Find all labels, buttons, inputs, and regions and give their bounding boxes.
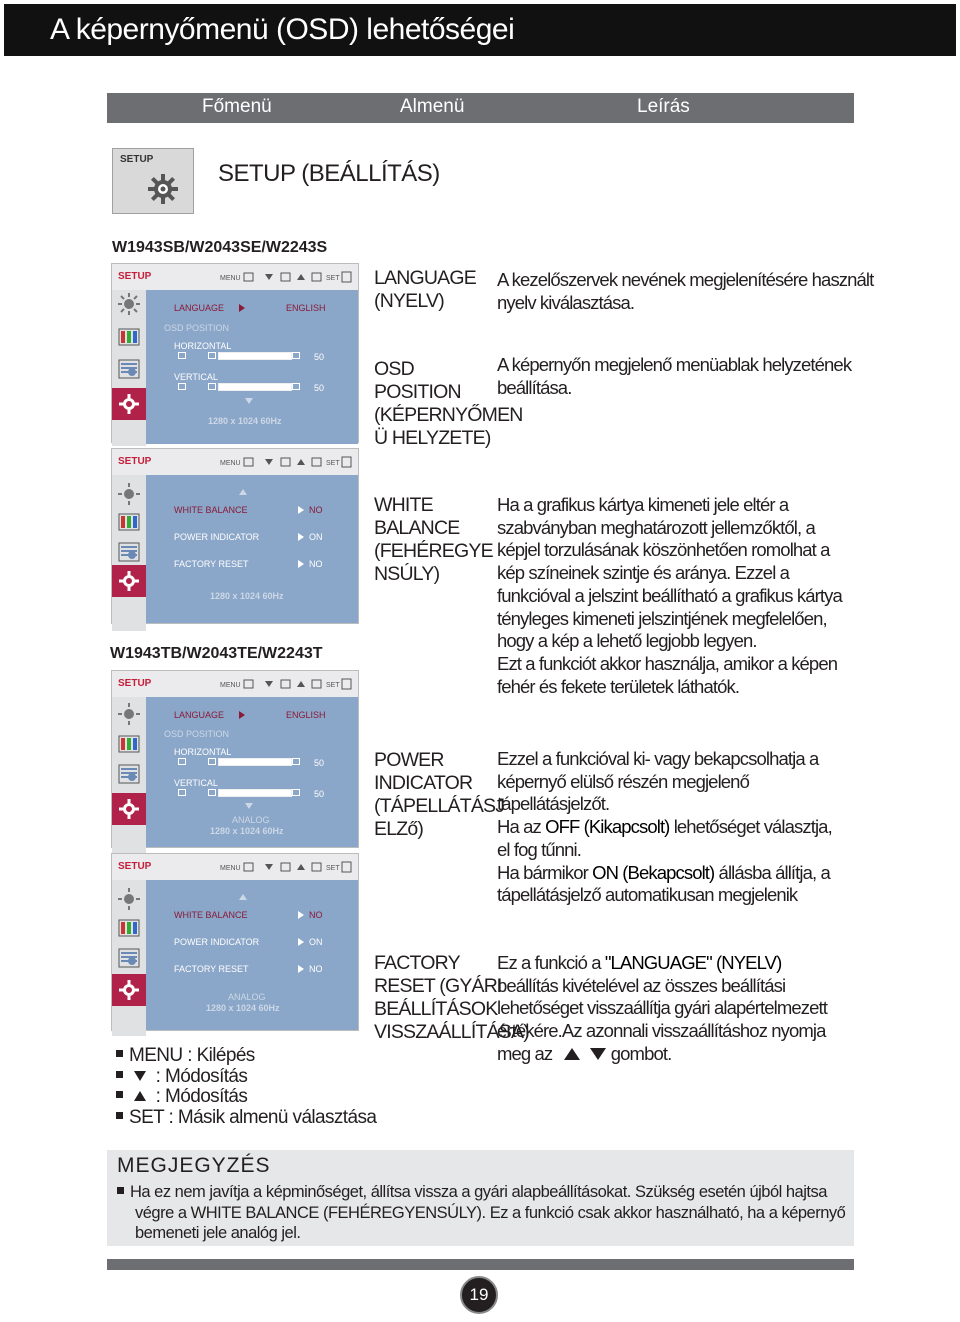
submenu-factory-reset-line: RESET (GYÁRI bbox=[374, 975, 502, 997]
osd-power-indicator-label: POWER INDICATOR bbox=[174, 532, 260, 542]
desc-osd-position bbox=[497, 354, 851, 399]
desc-line: képernyő elülső részén megjelenő bbox=[497, 770, 749, 792]
legend-down bbox=[116, 1067, 376, 1088]
legend-key: MENU bbox=[129, 1045, 183, 1066]
osd-horizontal-value: 50 bbox=[314, 758, 325, 768]
desc-line: szabványban meghatározott jellemzőktől, a bbox=[497, 516, 815, 538]
legend-key: SET bbox=[129, 1106, 164, 1128]
desc-keyword-language: "LANGUAGE" (NYELV) bbox=[604, 952, 782, 973]
color-bars-icon bbox=[118, 326, 140, 348]
title-bar bbox=[4, 4, 956, 56]
submenu-power-indicator-line: POWER bbox=[374, 749, 444, 771]
page-number: 19 bbox=[460, 1276, 498, 1314]
header-main-menu: Főmenü bbox=[202, 96, 272, 117]
submenu-osd-position-line: (KÉPERNYŐMEN bbox=[374, 404, 523, 426]
svg-text:MENU: MENU bbox=[220, 682, 241, 689]
osd-panel bbox=[146, 475, 358, 623]
osd-panel bbox=[146, 880, 358, 1030]
desc-line bbox=[497, 952, 827, 975]
osd-language-value: ENGLISH bbox=[286, 710, 326, 720]
desc-line: el fog tűnni. bbox=[497, 838, 581, 860]
color-bars-icon bbox=[118, 733, 140, 755]
osd-language-label: LANGUAGE bbox=[174, 303, 225, 313]
osd-title-bar bbox=[112, 264, 358, 291]
osd-panel bbox=[146, 290, 358, 444]
submenu-osd-position-line: OSD bbox=[374, 358, 414, 380]
down-arrow-icon bbox=[133, 1070, 147, 1082]
desc-line: értékére.Az azonnali visszaállításhoz nyomja bbox=[497, 1020, 826, 1042]
osd-vertical-value: 50 bbox=[314, 789, 325, 799]
osd-vertical-value: 50 bbox=[314, 383, 325, 393]
osd-title: SETUP bbox=[118, 678, 152, 689]
submenu-white-balance-line: NSÚLY) bbox=[374, 563, 440, 585]
key-legend bbox=[116, 1046, 376, 1128]
submenu-white-balance bbox=[374, 494, 493, 586]
column-header bbox=[107, 93, 854, 123]
note-box bbox=[107, 1150, 854, 1246]
svg-text:SET: SET bbox=[326, 682, 340, 689]
legend-up bbox=[116, 1087, 376, 1108]
submenu-power-indicator bbox=[374, 749, 504, 841]
desc-line bbox=[497, 1043, 827, 1066]
osd-signal-type: ANALOG bbox=[232, 815, 270, 825]
osd-screen-factory-analog bbox=[111, 853, 359, 1031]
desc-white-balance bbox=[497, 494, 842, 698]
gear-icon bbox=[118, 570, 140, 592]
setup-menu-icon-box bbox=[112, 148, 194, 214]
osd-horizontal-label: HORIZONTAL bbox=[174, 341, 232, 351]
osd-title-bar bbox=[112, 449, 358, 476]
osd-language-value: ENGLISH bbox=[286, 303, 326, 313]
desc-line: fehér és fekete területek láthatók. bbox=[497, 675, 740, 697]
color-bars-icon bbox=[118, 511, 140, 533]
footer-bar bbox=[107, 1259, 854, 1270]
desc-line: Ha a grafikus kártya kimeneti jele eltér a bbox=[497, 494, 789, 515]
desc-line: beállítás kivételével az összes beállítási bbox=[497, 974, 786, 996]
legend-text: : Másik almenü választása bbox=[163, 1106, 377, 1128]
note-line: végre a WHITE BALANCE (FEHÉREGYENSÚLY). Ez a funkció csak akkor használható, ha a képernyő bbox=[135, 1203, 846, 1222]
brightness-icon bbox=[118, 293, 140, 315]
osd-screen-position bbox=[111, 263, 359, 443]
osd-resolution: 1280 x 1024 60Hz bbox=[210, 826, 284, 836]
note-heading: MEGJEGYZÉS bbox=[117, 1154, 271, 1177]
osd-language-label: LANGUAGE bbox=[174, 710, 225, 720]
submenu-white-balance-line: (FEHÉREGYE bbox=[374, 540, 493, 562]
submenu-language-line: (NYELV) bbox=[374, 290, 444, 312]
osd-title: SETUP bbox=[118, 271, 152, 282]
gear-icon bbox=[147, 173, 179, 205]
desc-fragment: lehetőséget választja, bbox=[669, 816, 832, 838]
osd-position-label: OSD POSITION bbox=[164, 323, 230, 333]
submenu-white-balance-line: WHITE bbox=[374, 494, 433, 516]
header-description: Leírás bbox=[637, 96, 690, 117]
gear-icon bbox=[118, 393, 140, 415]
osd-factory-reset-label: FACTORY RESET bbox=[174, 559, 249, 569]
osd-factory-reset-value: NO bbox=[309, 559, 323, 569]
desc-line: Ezzel a funkcióval ki- vagy bekapcsolhatja a bbox=[497, 748, 819, 769]
model-list-a: W1943SB/W2043SE/W2243S bbox=[112, 239, 328, 256]
submenu-power-indicator-line: INDICATOR bbox=[374, 772, 473, 794]
desc-line: hogy a kép a lehető legjobb legyen. bbox=[497, 630, 757, 652]
note-line: bemeneti jele analóg jel. bbox=[135, 1224, 301, 1242]
header-sub-menu: Almenü bbox=[400, 96, 465, 117]
up-arrow-icon bbox=[133, 1090, 147, 1102]
page-title: A képernyőmenü (OSD) lehetőségei bbox=[50, 13, 515, 46]
osd-panel bbox=[146, 697, 358, 847]
osd-vertical-label: VERTICAL bbox=[174, 372, 218, 382]
svg-text:MENU: MENU bbox=[220, 275, 241, 282]
desc-fragment: gombot. bbox=[610, 1042, 672, 1064]
desc-line: A kezelőszervek nevének megjelenítésére használt bbox=[497, 269, 874, 290]
desc-fragment: Ha az bbox=[497, 816, 546, 838]
submenu-factory-reset-line: BEÁLLÍTÁSOK bbox=[374, 998, 498, 1020]
desc-line: tényleges kimeneti jelszintjének megfelelően, bbox=[497, 607, 827, 629]
desc-line bbox=[497, 816, 832, 839]
up-arrow-icon bbox=[563, 1047, 581, 1061]
desc-power-indicator bbox=[497, 748, 832, 907]
legend-set bbox=[116, 1108, 376, 1129]
svg-text:MENU: MENU bbox=[220, 460, 241, 467]
submenu-language-line: LANGUAGE bbox=[374, 267, 476, 289]
setup-title: SETUP (BEÁLLÍTÁS) bbox=[218, 160, 440, 187]
osd-sidebar bbox=[112, 290, 146, 446]
osd-factory-reset-value: NO bbox=[309, 964, 323, 974]
submenu-osd-position-line: Ü HELYZETE) bbox=[374, 427, 491, 449]
submenu-power-indicator-line: ELZő) bbox=[374, 818, 424, 840]
osd-resolution: 1280 x 1024 60Hz bbox=[208, 416, 282, 426]
down-arrow-icon bbox=[589, 1047, 607, 1061]
osd-sidebar bbox=[112, 880, 146, 1036]
osd-title-bar bbox=[112, 854, 358, 881]
osd-white-balance-label: WHITE BALANCE bbox=[174, 910, 248, 920]
osd-title: SETUP bbox=[118, 861, 152, 872]
tracking-icon bbox=[118, 947, 140, 969]
submenu-osd-position-line: POSITION bbox=[374, 381, 461, 403]
legend-text: : Kilépés bbox=[182, 1045, 255, 1066]
note-body bbox=[117, 1182, 847, 1244]
desc-fragment: meg az bbox=[497, 1042, 553, 1064]
desc-line: kép színeinek szintje és aránya. Ezzel a bbox=[497, 562, 790, 584]
osd-white-balance-value: NO bbox=[309, 910, 323, 920]
desc-fragment: Ha bármikor bbox=[497, 861, 593, 883]
gear-icon bbox=[118, 798, 140, 820]
osd-signal-type: ANALOG bbox=[228, 992, 266, 1002]
model-list-b: W1943TB/W2043TE/W2243T bbox=[110, 645, 323, 662]
osd-factory-reset-label: FACTORY RESET bbox=[174, 964, 249, 974]
submenu-power-indicator-line: (TÁPELLÁTÁSJ bbox=[374, 795, 505, 817]
desc-line: tápellátásjelzőt. bbox=[497, 793, 610, 815]
legend-text: : Módosítás bbox=[151, 1086, 248, 1107]
svg-text:SET: SET bbox=[326, 460, 340, 467]
svg-text:SET: SET bbox=[326, 275, 340, 282]
submenu-factory-reset-line: VISSZAÁLLÍTÁSA) bbox=[374, 1021, 529, 1043]
desc-factory-reset bbox=[497, 952, 827, 1066]
submenu-language bbox=[374, 267, 476, 313]
submenu-factory-reset-line: FACTORY bbox=[374, 952, 460, 974]
osd-position-label: OSD POSITION bbox=[164, 729, 230, 739]
desc-line bbox=[497, 862, 832, 885]
svg-text:MENU: MENU bbox=[220, 865, 241, 872]
tracking-icon bbox=[118, 358, 140, 380]
desc-fragment: Ez a funkció a bbox=[497, 952, 605, 973]
desc-language bbox=[497, 269, 873, 314]
osd-title: SETUP bbox=[118, 456, 152, 467]
desc-keyword-off: OFF (Kikapcsolt) bbox=[545, 816, 670, 838]
tracking-icon bbox=[118, 541, 140, 563]
osd-white-balance-label: WHITE BALANCE bbox=[174, 505, 248, 515]
svg-text:SET: SET bbox=[326, 865, 340, 872]
desc-line: funkcióval a jelszint beállítható a grafikus kártya bbox=[497, 584, 842, 606]
osd-screen-factory bbox=[111, 448, 359, 624]
desc-line: Ezt a funkciót akkor használja, amikor a képen bbox=[497, 652, 838, 674]
desc-line: képjel torzulásának köszönhetően romolhat a bbox=[497, 539, 830, 561]
legend-text: : Módosítás bbox=[151, 1065, 248, 1087]
desc-line: A képernyőn megjelenő menüablak helyzetének bbox=[497, 354, 852, 375]
osd-power-indicator-value: ON bbox=[309, 532, 323, 542]
osd-sidebar bbox=[112, 697, 146, 853]
gear-icon bbox=[118, 979, 140, 1001]
note-line bbox=[117, 1182, 847, 1203]
osd-resolution: 1280 x 1024 60Hz bbox=[206, 1003, 280, 1013]
osd-power-indicator-value: ON bbox=[309, 937, 323, 947]
desc-line: nyelv kiválasztása. bbox=[497, 291, 635, 313]
tracking-icon bbox=[118, 763, 140, 785]
note-text: Ha ez nem javítja a képminőséget, állítsa vissza a gyári alapbeállításokat. Szükség esetén újból hajtsa bbox=[130, 1183, 827, 1201]
osd-horizontal-value: 50 bbox=[314, 352, 325, 362]
desc-line: lehetőséget visszaállítja gyári alapértelmezett bbox=[497, 997, 827, 1019]
brightness-icon bbox=[118, 483, 140, 505]
osd-screen-position-analog bbox=[111, 670, 359, 848]
osd-vertical-label: VERTICAL bbox=[174, 778, 218, 788]
setup-icon-label: SETUP bbox=[120, 154, 154, 165]
osd-white-balance-value: NO bbox=[309, 505, 323, 515]
osd-control-icons bbox=[220, 676, 354, 692]
osd-control-icons bbox=[220, 269, 354, 285]
osd-control-icons bbox=[220, 859, 354, 875]
osd-sidebar bbox=[112, 475, 146, 631]
color-bars-icon bbox=[118, 917, 140, 939]
submenu-white-balance-line: BALANCE bbox=[374, 517, 460, 539]
brightness-icon bbox=[118, 703, 140, 725]
desc-line: beállítása. bbox=[497, 376, 572, 398]
osd-horizontal-label: HORIZONTAL bbox=[174, 747, 232, 757]
osd-title-bar bbox=[112, 671, 358, 698]
osd-power-indicator-label: POWER INDICATOR bbox=[174, 937, 260, 947]
brightness-icon bbox=[118, 888, 140, 910]
desc-keyword-on: ON (Bekapcsolt) bbox=[592, 861, 715, 883]
desc-line: tápellátásjelző automatikusan megjelenik bbox=[497, 884, 798, 906]
legend-menu bbox=[116, 1046, 376, 1067]
osd-resolution: 1280 x 1024 60Hz bbox=[210, 591, 284, 601]
osd-control-icons bbox=[220, 454, 354, 470]
desc-fragment: állásba állítja, a bbox=[714, 861, 830, 883]
